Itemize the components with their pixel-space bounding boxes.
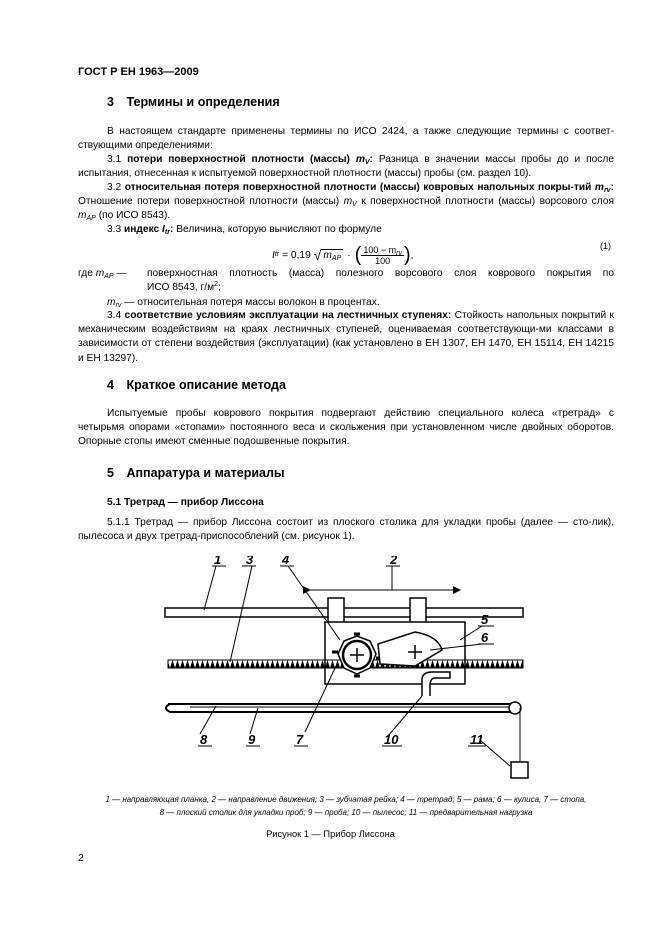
- fig-label-1: 1: [214, 556, 222, 567]
- rail-holder-right: [410, 598, 426, 624]
- formula: I tr = 0,19 √ $m_{AP}$ · ( $100 - m_{rv}$ 100 ) ,: [272, 243, 414, 266]
- definition-1-text: поверхностная плотность (масса) полезного ворсового слоя коврового покрытия по: [147, 268, 614, 279]
- subsection-5-1-title: 5.1 Третрад — прибор Лиссона: [107, 497, 264, 508]
- definition-1-text-2: ИСО 8543, $г/м^2$;: [147, 281, 221, 293]
- fig-label-4: 4: [282, 556, 290, 567]
- equation-number: (1): [600, 241, 611, 251]
- figure-caption: [78, 793, 614, 819]
- preload-weight: [511, 762, 528, 778]
- fraction: $100 - m_{rv}$ 100: [363, 244, 402, 266]
- term-3-3: 3.3 индекс $I_{tr}$: Величина, которую вычисляют по формуле: [107, 224, 382, 236]
- fig-label-5: 5: [481, 612, 489, 627]
- figure-title: Рисунок 1 — Прибор Лиссона: [266, 829, 395, 839]
- fig-label-10: 10: [384, 732, 399, 747]
- section-5-heading: [107, 466, 285, 480]
- radicand: $m_{AP}$: [323, 250, 342, 262]
- section-number: 4: [107, 378, 114, 392]
- section-title: Термины и определения: [126, 95, 280, 109]
- rail-holder-left: [328, 598, 344, 624]
- figure-caption-line-1: 1 — направляющая планка, 2 — направление движения; 3 — зубчатая рейка; 4 — третрад; 5 — рама; 6 — кулиса, 7 — стопа,: [105, 795, 587, 804]
- fig-label-6: 6: [481, 630, 489, 645]
- page-number: 2: [78, 852, 84, 864]
- sample-table: [166, 704, 515, 712]
- term-3-2: 3.2 относительная потеря поверхностной плотности (массы) ковровых напольных покры-тий $m_{rv}$: Отношение потери поверхностной плотности (массы) $m_V$ к поверхностной плотности (массы) ворсового слоя $m_{AP}$ (по ИСО 8543).: [78, 182, 614, 223]
- figure-caption-line-2: 8 — плоский столик для укладки проб; 9 — проба; 10 — пылесос; 11 — предварительная нагрузка: [159, 808, 533, 817]
- figure-lisson-device: [160, 556, 540, 786]
- term-3-1: 3.1 потери поверхностной плотности (массы) $m_V$: Разница в значении массы пробы до и после испытания, отнесенная к испытуемой поверхностной плотности (массы) пробы (см. раздел 10).: [78, 154, 614, 180]
- fig-label-8: 8: [200, 732, 208, 747]
- document-header: ГОСТ Р ЕН 1963—2009: [78, 66, 199, 78]
- section-title: Краткое описание метода: [126, 378, 286, 392]
- section-4-heading: [107, 378, 286, 392]
- section-number: 5: [107, 466, 114, 480]
- definition-1: где $m_{AP}$ —: [78, 268, 127, 280]
- sqrt-icon: √: [313, 247, 322, 263]
- term-3-4: 3.4 соответствие условиям эксплуатации на лестничных ступенях: Стойкость напольных покрытий к механическим воздействиям на краях лестничных ступеней, оцениваемая соответствующи-ми классами в зависимости от степени воздействия (эксплуатации) (как установлено в ЕН 1307, ЕН 1470, ЕН 15114, ЕН 14215 и ЕН 13297).: [78, 310, 614, 364]
- fig-label-7: 7: [296, 732, 304, 747]
- section-3-heading: [107, 95, 280, 109]
- intro-paragraph: В настоящем стандарте применены термины по ИСО 2424, а также следующие термины с соответ-ствующими определениями:: [78, 126, 614, 152]
- fig-label-3: 3: [246, 556, 254, 567]
- definition-2: $m_{rv}$ — относительная потеря массы волокон в процентах.: [107, 297, 380, 309]
- section-4-paragraph: Испытуемые пробы коврового покрытия подвергают действию специального колеса «третрад» с четырьмя опорами «стопами» постоянного веса и скольжения при установленном числе двойных оборотов. Опорные стопы имеют сменные подошвенные покрытия.: [78, 408, 614, 448]
- pulley: [509, 702, 521, 714]
- section-number: 3: [107, 95, 114, 109]
- fig-label-9: 9: [248, 732, 256, 747]
- section-5-1-1-paragraph: 5.1.1 Третрад — прибор Лиссона состоит из плоского столика для укладки пробы (далее — сто-лик), пылесоса и двух третрад-приспособлений (см. рисунок 1).: [78, 517, 614, 543]
- fig-label-11: 11: [470, 732, 484, 747]
- fig-label-2: 2: [390, 556, 398, 567]
- section-title: Аппаратура и материалы: [126, 466, 285, 480]
